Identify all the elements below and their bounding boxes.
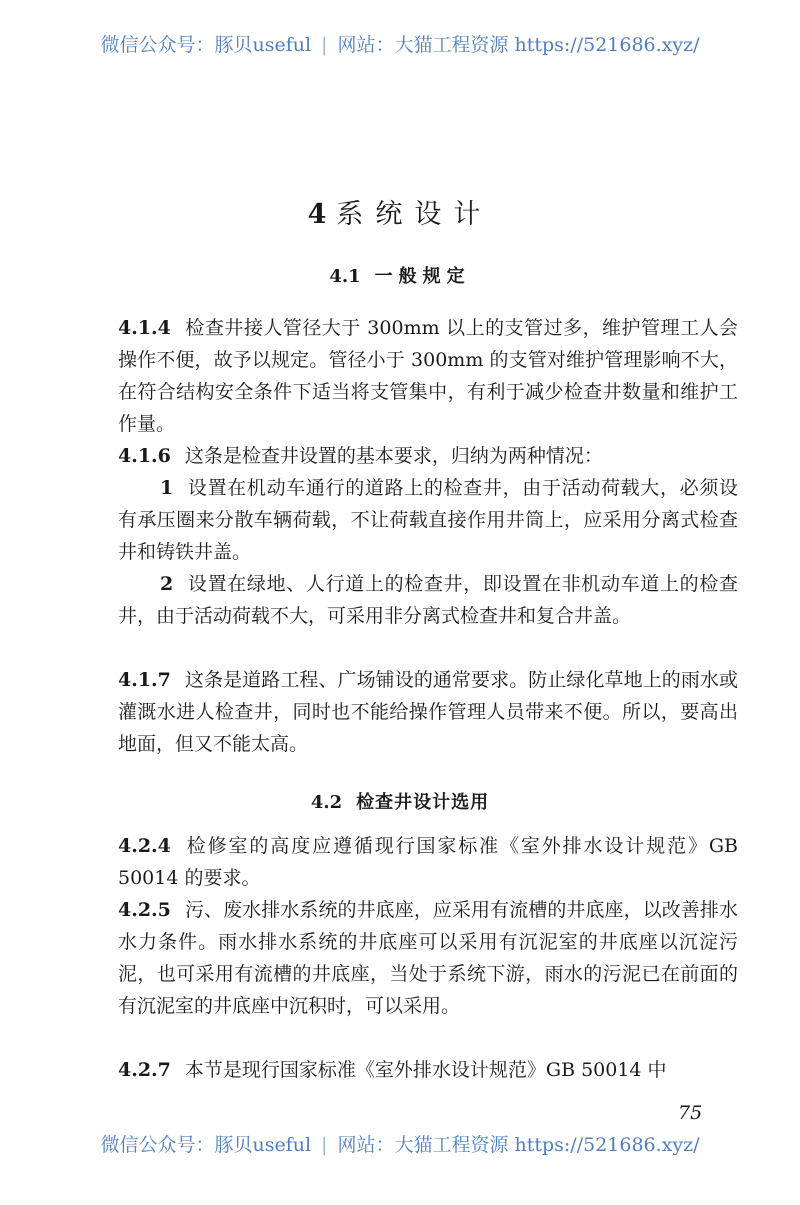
clause-4-1-4 (118, 312, 738, 440)
clause-4-2-7 (118, 1054, 738, 1086)
clause-text: 检查井接人管径大于 300mm 以上的支管过多，维护管理工人会操作不便，故予以规定。管径小于 300mm 的支管对维护管理影响不大，在符合结构安全条件下适当将支管集中，有利于减少检查井数量和维护工作量。 (118, 317, 738, 435)
clause-4-2-4 (118, 830, 738, 894)
clause-4-1-6 (118, 440, 738, 632)
section-number: 4.2 (310, 792, 343, 813)
page-number: 75 (678, 1102, 703, 1124)
item-number: 2 (160, 573, 174, 595)
clause-number: 4.2.7 (118, 1059, 171, 1081)
clause-number: 4.2.5 (118, 899, 171, 921)
watermark-website-text: 网站：大猫工程资源 https://521686.xyz/ (337, 1134, 700, 1156)
clause-number: 4.1.4 (118, 317, 171, 339)
section-title-text: 一般规定 (374, 266, 471, 287)
item-number: 1 (160, 477, 174, 499)
clause-4-1-7 (118, 664, 738, 760)
watermark-wechat-text: 微信公众号：豚贝useful (100, 1134, 312, 1156)
watermark-footer (0, 1130, 800, 1157)
clause-text: 这条是检查井设置的基本要求，归纳为两种情况： (184, 445, 603, 467)
watermark-wechat-text: 微信公众号：豚贝useful (100, 34, 312, 56)
item-text: 设置在机动车通行的道路上的检查井，由于活动荷载大，必须设有承压圈来分散车辆荷载，不让荷载直接作用井筒上，应采用分离式检查井和铸铁井盖。 (118, 477, 738, 563)
section-number: 4.1 (329, 266, 361, 287)
watermark-separator: | (321, 1134, 328, 1156)
list-item (118, 472, 738, 568)
section-title-4-1 (0, 262, 800, 288)
clause-number: 4.1.7 (118, 669, 171, 691)
clause-text: 本节是现行国家标准《室外排水设计规范》GB 50014 中 (184, 1059, 667, 1081)
chapter-number: 4 (307, 199, 327, 230)
clause-text: 这条是道路工程、广场铺设的通常要求。防止绿化草地上的雨水或灌溉水进人检查井，同时也不能给操作管理人员带来不便。所以，要高出地面，但又不能太高。 (118, 669, 738, 755)
section-title-text: 检查井设计选用 (356, 792, 490, 813)
item-text: 设置在绿地、人行道上的检查井，即设置在非机动车道上的检查井，由于活动荷载不大，可采用非分离式检查井和复合井盖。 (118, 573, 738, 627)
watermark-separator: | (321, 34, 328, 56)
clause-number: 4.2.4 (118, 835, 171, 857)
clause-number: 4.1.6 (118, 445, 171, 467)
chapter-title-text: 系统设计 (336, 199, 493, 230)
clause-4-2-5 (118, 894, 738, 1022)
list-item (118, 568, 738, 632)
clause-text: 检修室的高度应遵循现行国家标准《室外排水设计规范》GB 50014 的要求。 (118, 835, 738, 889)
section-title-4-2 (0, 788, 800, 814)
watermark-website-text: 网站：大猫工程资源 https://521686.xyz/ (337, 34, 700, 56)
chapter-title (0, 192, 800, 231)
watermark-header (0, 30, 800, 57)
clause-text: 污、废水排水系统的井底座，应采用有流槽的井底座，以改善排水水力条件。雨水排水系统的井底座可以采用有沉泥室的井底座以沉淀污泥，也可采用有流槽的井底座，当处于系统下游，雨水的污泥已在前面的有沉泥室的井底座中沉积时，可以采用。 (118, 899, 738, 1017)
